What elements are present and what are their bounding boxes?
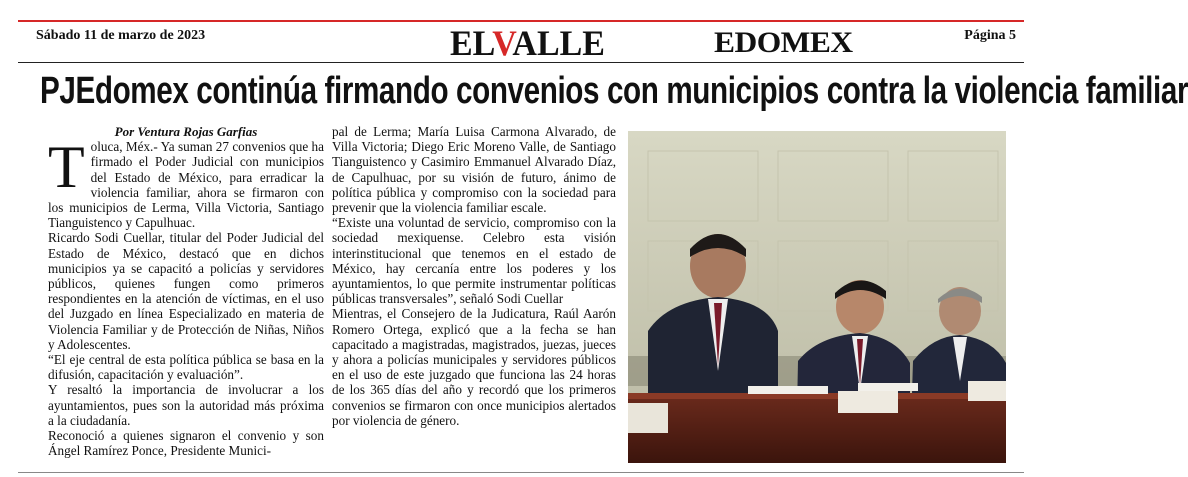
paragraph: Mientras, el Consejero de la Judicatura, Raúl Aarón Romero Ortega, explicó que a la fecha se han capacitado a magistradas, magistrados, juezas, jueces y ahora a policías municipales y servidores públicos en el uso de este juzgado que funciona las 24 horas de los 365 días del año y recordó que los primeros convenios se firmaron con once municipios alertados por violencia de género.	[332, 306, 616, 428]
paragraph: pal de Lerma; María Luisa Carmona Alvarado, de Villa Victoria; Diego Eric Moreno Valle, de Santiago Tianguistenco y Casimiro Emmanuel Alvarado Díaz, de Capulhuac, por su visión de futuro, ánimo de política pública y compromiso con la sociedad para prevenir que la violencia familiar escale.	[332, 124, 616, 216]
article-byline: Por Ventura Rojas Garfias	[114, 124, 258, 139]
el-valle-logo	[448, 22, 611, 63]
article-column-1	[48, 124, 324, 458]
paragraph: Y resaltó la importancia de involucrar a los ayuntamientos, pues son la autoridad más próxima a la ciudadanía.	[48, 382, 324, 428]
article-column-2	[332, 124, 616, 428]
paragraph: Reconoció a quienes signaron el convenio y son Ángel Ramírez Ponce, Presidente Munici-	[48, 428, 324, 459]
article-headline: PJEdomex continúa firmando convenios con municipios contra la violencia familiar	[40, 70, 1188, 112]
page-bottom-rule	[18, 472, 1024, 473]
header-bottom-rule	[18, 62, 1024, 63]
article-photo	[628, 131, 1006, 463]
page-number: Página 5	[964, 28, 1016, 43]
paragraph: “El eje central de esta política pública se basa en la difusión, capacitación y evaluación”.	[48, 352, 324, 383]
paragraph: Toluca, Méx.- Ya suman 27 convenios que ha firmado el Poder Judicial con municipios del Estado de México, para erradicar la violencia familiar, ahora se firmaron con los municipios de Lerma, Villa Victoria, Santiago Tianguistenco y Capulhuac.	[48, 134, 324, 231]
issue-date: Sábado 11 de marzo de 2023	[36, 28, 206, 43]
paragraph: Ricardo Sodi Cuellar, titular del Poder Judicial del Estado de México, destacó que en dichos municipios ya se capacitó a policías y servidores públicos, quienes fungen como primeros respondientes en la atención de víctimas, en el uso del Juzgado en línea Especializado en materia de Violencia Familiar y de Protección de Niñas, Niños y Adolescentes.	[48, 230, 324, 352]
paragraph: “Existe una voluntad de servicio, compromiso con la sociedad mexiquense. Celebro esta visión interinstitucional que tenemos en el estado de México, hay cercanía entre los poderes y los ayuntamientos, lo que permite instrumentar políticas públicas transversales”, señaló Sodi Cuellar	[332, 215, 616, 307]
svg-text:ELVALLE: ELVALLE	[450, 23, 611, 63]
drop-cap: T	[48, 134, 85, 201]
section-name: EDOMEX	[714, 26, 853, 59]
